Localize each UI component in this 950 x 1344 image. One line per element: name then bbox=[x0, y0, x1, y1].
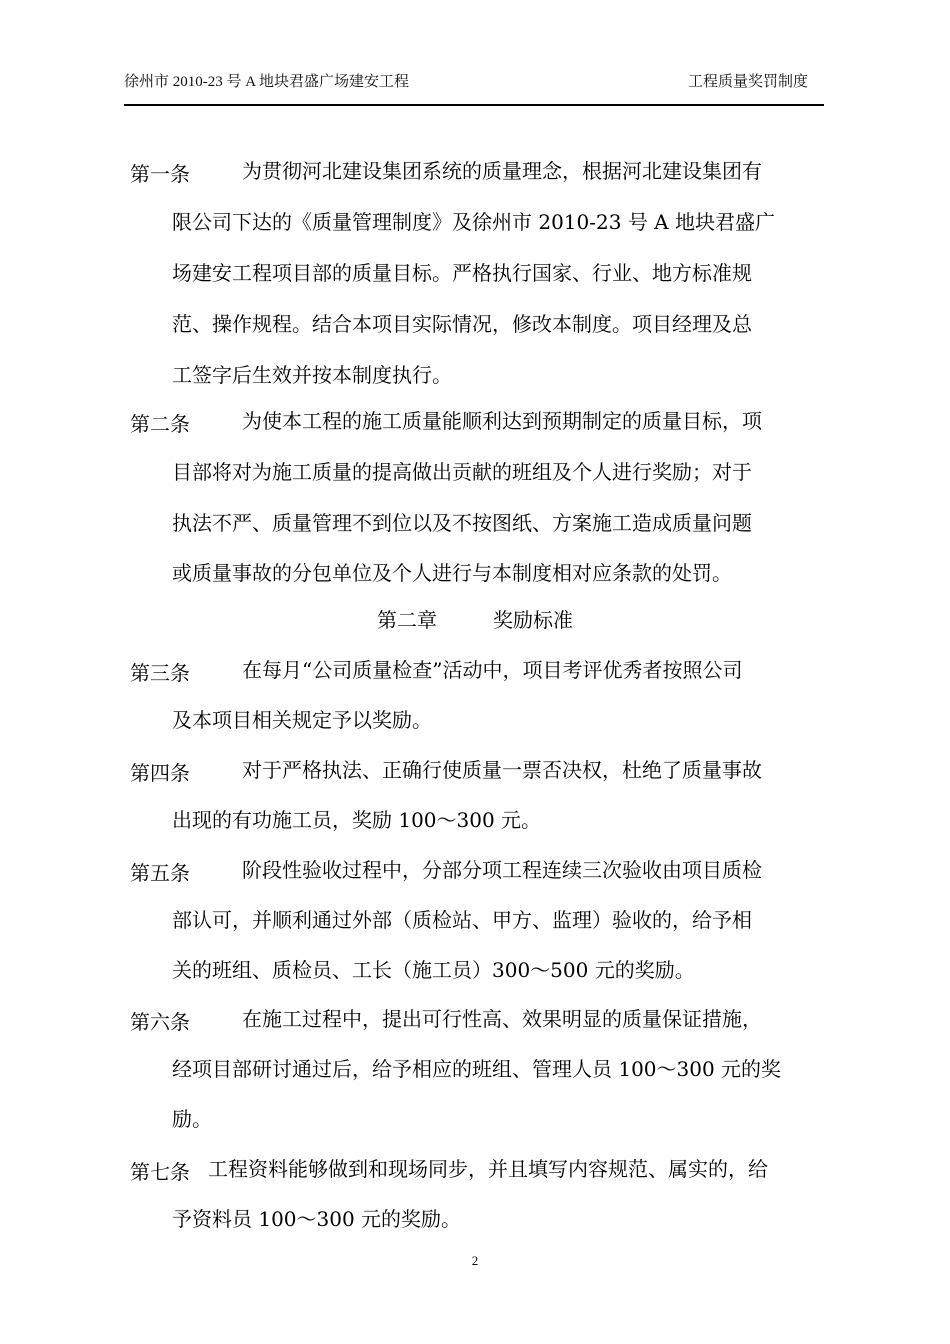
article-line: 出现的有功施工员，奖励 100～300 元。 bbox=[172, 808, 542, 832]
article-label: 第一条 bbox=[130, 162, 190, 186]
article-line: 范、操作规程。结合本项目实际情况，修改本制度。项目经理及总 bbox=[172, 312, 752, 336]
article-label: 第四条 bbox=[130, 761, 190, 785]
chapter-title: 奖励标准 bbox=[493, 608, 573, 632]
article-line: 工签字后生效并按本制度执行。 bbox=[172, 363, 452, 387]
article-line: 部认可，并顺利通过外部（质检站、甲方、监理）验收的，给予相 bbox=[172, 908, 752, 932]
article-line: 在每月“公司质量检查”活动中，项目考评优秀者按照公司 bbox=[242, 658, 743, 682]
article-line: 对于严格执法、正确行使质量一票否决权，杜绝了质量事故 bbox=[242, 758, 762, 782]
article-label: 第五条 bbox=[130, 861, 190, 885]
article-label: 第二条 bbox=[130, 412, 190, 436]
header-document-title: 工程质量奖罚制度 bbox=[687, 74, 808, 90]
article-line: 予资料员 100～300 元的奖励。 bbox=[172, 1207, 462, 1231]
article-line: 为贯彻河北建设集团系统的质量理念，根据河北建设集团有 bbox=[242, 159, 762, 183]
article-line: 场建安工程项目部的质量目标。严格执行国家、行业、地方标准规 bbox=[172, 261, 752, 285]
article-line: 执法不严、质量管理不到位以及不按图纸、方案施工造成质量问题 bbox=[172, 511, 752, 535]
article-label: 第三条 bbox=[130, 661, 190, 685]
article-line: 关的班组、质检员、工长（施工员）300～500 元的奖励。 bbox=[172, 958, 695, 982]
article-line: 或质量事故的分包单位及个人进行与本制度相对应条款的处罚。 bbox=[172, 561, 732, 585]
header-project-title: 徐州市 2010-23 号 A 地块君盛广场建安工程 bbox=[124, 74, 410, 90]
page-number: 2 bbox=[471, 1253, 479, 1268]
article-label: 第六条 bbox=[130, 1010, 190, 1034]
article-line: 工程资料能够做到和现场同步，并且填写内容规范、属实的，给 bbox=[208, 1157, 768, 1181]
article-line: 阶段性验收过程中，分部分项工程连续三次验收由项目质检 bbox=[242, 858, 762, 882]
chapter-heading bbox=[0, 607, 950, 633]
article-line: 限公司下达的《质量管理制度》及徐州市 2010-23 号 A 地块君盛广 bbox=[172, 210, 775, 234]
article-line: 在施工过程中，提出可行性高、效果明显的质量保证措施， bbox=[242, 1007, 762, 1031]
article-line: 励。 bbox=[172, 1107, 212, 1131]
article-line: 为使本工程的施工质量能顺利达到预期制定的质量目标，项 bbox=[242, 409, 762, 433]
article-line: 经项目部研讨通过后，给予相应的班组、管理人员 100～300 元的奖 bbox=[172, 1057, 782, 1081]
chapter-number: 第二章 bbox=[377, 608, 437, 632]
header-divider bbox=[124, 104, 824, 106]
article-line: 目部将对为施工质量的提高做出贡献的班组及个人进行奖励；对于 bbox=[172, 460, 752, 484]
article-label: 第七条 bbox=[130, 1160, 190, 1184]
article-line: 及本项目相关规定予以奖励。 bbox=[172, 708, 432, 732]
